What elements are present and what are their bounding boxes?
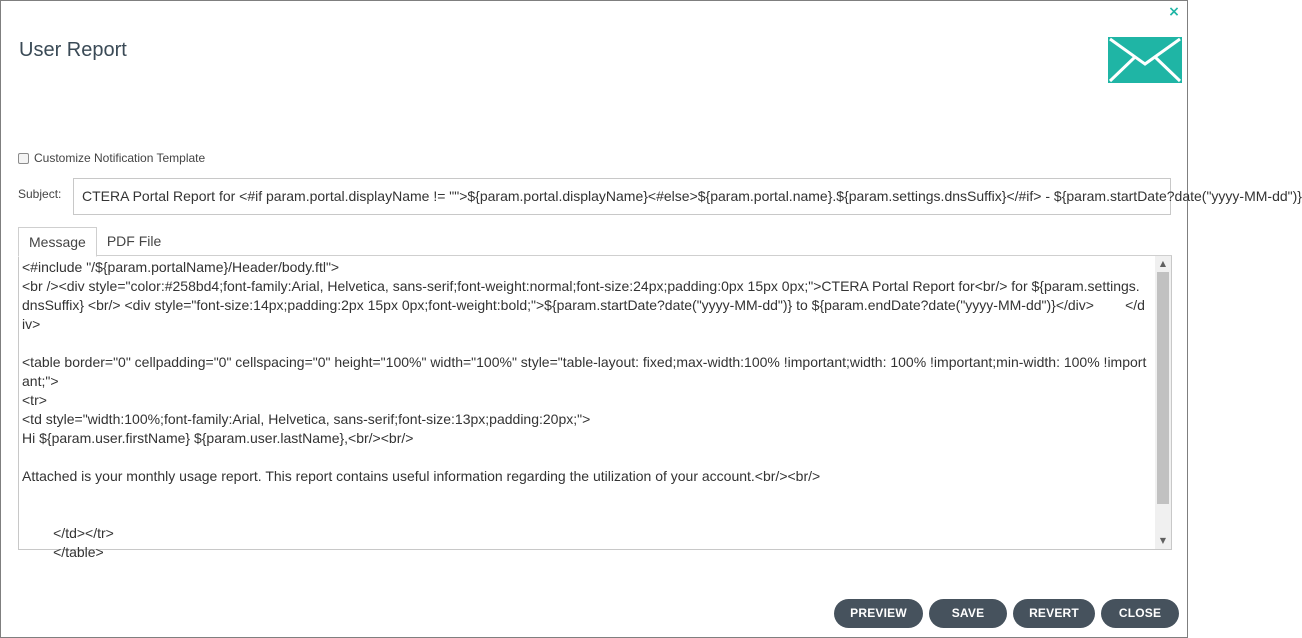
save-button[interactable]: SAVE bbox=[929, 599, 1007, 628]
revert-button[interactable]: REVERT bbox=[1013, 599, 1095, 628]
envelope-icon bbox=[1108, 37, 1182, 83]
preview-button[interactable]: PREVIEW bbox=[834, 599, 923, 628]
message-editor[interactable] bbox=[18, 256, 1172, 560]
customize-template-label: Customize Notification Template bbox=[34, 151, 206, 165]
subject-input[interactable]: CTERA Portal Report for <#if param.portal.displayName != "">${param.portal.displayName}<#else>${param.portal.name}.${param.settings.dnsSuffix}</#if> - ${param.startDate?date("yyyy-MM-dd")} bbox=[73, 178, 1171, 215]
message-editor-content[interactable]: <#include "/${param.portalName}/Header/body.ftl"> <br /><div style="color:#258bd4;font-family:Arial, Helvetica, sans-serif;font-weight:normal;font-size:24px;padding:0px 15px 0px;">CTERA Portal Report for<br/> for ${param.settings.dnsSuffix} <br/> <div style="font-size:14px;padding:2px 15px 0px;font-weight:bold;">${param.startDate?date("yyyy-MM-dd")} to ${param.endDate?date("yyyy-MM-dd")}</div> </div> <table border="0" cellpadding="0" cellspacing="0" height="100%" width="100%" style="table-layout: fixed;max-width:100% !important;width: 100% !important;min-width: 100% !important;"> <tr> <td style="width:100%;font-family:Arial, Helvetica, sans-serif;font-size:13px;padding:20px;"> Hi ${param.user.firstName} ${param.user.lastName},<br/><br/> Attached is your monthly usage report. This report contains useful information regarding the utilization of your account.<br/><br/> </td></tr> </table> bbox=[22, 259, 1147, 560]
tab-message[interactable]: Message bbox=[18, 227, 97, 257]
scrollbar-thumb[interactable] bbox=[1157, 272, 1169, 504]
customize-template-row[interactable] bbox=[18, 151, 205, 165]
customize-template-checkbox[interactable] bbox=[18, 153, 29, 164]
close-icon[interactable]: × bbox=[1168, 4, 1180, 20]
tab-bar bbox=[18, 227, 171, 256]
editor-scrollbar[interactable] bbox=[1155, 256, 1171, 549]
subject-label: Subject: bbox=[18, 187, 62, 201]
scroll-down-arrow-icon[interactable]: ▼ bbox=[1159, 536, 1167, 545]
scroll-up-arrow-icon[interactable]: ▲ bbox=[1159, 259, 1167, 268]
tab-pdf-file[interactable]: PDF File bbox=[106, 233, 162, 249]
dialog-title: User Report bbox=[19, 39, 127, 61]
close-button[interactable]: CLOSE bbox=[1101, 599, 1179, 628]
